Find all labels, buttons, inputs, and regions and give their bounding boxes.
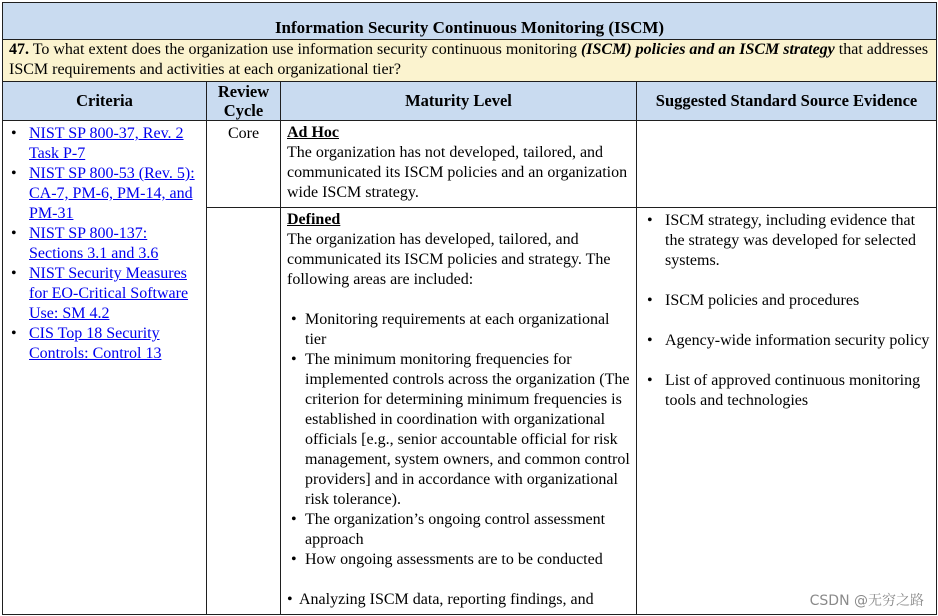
criteria-list (9, 124, 202, 364)
defined-label: Defined (287, 211, 341, 228)
criteria-item (9, 124, 202, 164)
defined-cell (281, 208, 637, 615)
header-criteria: Criteria (3, 82, 207, 121)
criteria-link-nist-800-37[interactable]: NIST SP 800-37, Rev. 2 Task P-7 (29, 125, 184, 162)
defined-cycle-cell (207, 208, 281, 615)
criteria-item (9, 164, 202, 224)
question-row (3, 40, 937, 82)
defined-intro: The organization has developed, tailored, and communicated its ISCM policies and strategy. The following areas are included: (287, 231, 611, 288)
defined-trailing-item: • Analyzing ISCM data, reporting findings, and (287, 590, 630, 610)
header-review-cycle-line1: Review (217, 82, 270, 101)
table-title: Information Security Continuous Monitoring (ISCM) (3, 3, 937, 40)
defined-item: • The organization’s ongoing control assessment approach (287, 510, 630, 550)
evidence-list (643, 211, 930, 411)
defined-list (287, 310, 630, 570)
criteria-item (9, 224, 202, 264)
criteria-link-cis-top-18[interactable]: CIS Top 18 Security Controls: Control 13 (29, 325, 162, 362)
evidence-item: • ISCM policies and procedures (643, 291, 930, 311)
criteria-item (9, 264, 202, 324)
ad-hoc-label: Ad Hoc (287, 124, 339, 141)
defined-item: • How ongoing assessments are to be conducted (287, 550, 630, 570)
review-cycle-cell: Core (207, 121, 281, 208)
defined-item: • Monitoring requirements at each organizational tier (287, 310, 630, 350)
criteria-link-nist-800-53[interactable]: NIST SP 800-53 (Rev. 5): CA-7, PM-6, PM-14, and PM-31 (29, 165, 195, 222)
header-review-cycle-line2: Cycle (223, 101, 264, 120)
evidence-item: • List of approved continuous monitoring tools and technologies (643, 371, 930, 411)
header-maturity-level: Maturity Level (281, 82, 637, 121)
ad-hoc-evidence-cell (637, 121, 937, 208)
question-text-after: that addresses ISCM requirements and activities at each organizational tier? (9, 41, 929, 78)
question-emphasis: (ISCM) policies and an ISCM strategy (580, 41, 835, 58)
criteria-link-nist-security-measures[interactable]: NIST Security Measures for EO-Critical Software Use: SM 4.2 (29, 265, 189, 322)
watermark: CSDN @无穷之路 (809, 593, 924, 609)
ad-hoc-text: The organization has not developed, tailored, and communicated its ISCM policies and an organization wide ISCM strategy. (287, 144, 628, 201)
iscm-table (2, 2, 937, 615)
criteria-link-nist-800-137[interactable]: NIST SP 800-137: Sections 3.1 and 3.6 (29, 225, 159, 262)
evidence-item: • ISCM strategy, including evidence that the strategy was developed for selected systems. (643, 211, 930, 271)
question-text-before: To what extent does the organization use information security continuous monitoring (32, 41, 577, 58)
header-review-cycle (207, 82, 281, 121)
criteria-cell (3, 121, 207, 615)
evidence-cell (637, 208, 937, 615)
criteria-item (9, 324, 202, 364)
defined-item: • The minimum monitoring frequencies for implemented controls across the organization (The criterion for determining minimum frequencies is established in coordination with organizational officials [e.g., senior accountable official for risk management, system owners, and common control providers] and in accordance with organizational risk tolerance). (287, 350, 630, 510)
question-number: 47. (9, 41, 29, 58)
evidence-item: • Agency-wide information security policy (643, 331, 930, 351)
ad-hoc-cell (281, 121, 637, 208)
header-evidence: Suggested Standard Source Evidence (637, 82, 937, 121)
